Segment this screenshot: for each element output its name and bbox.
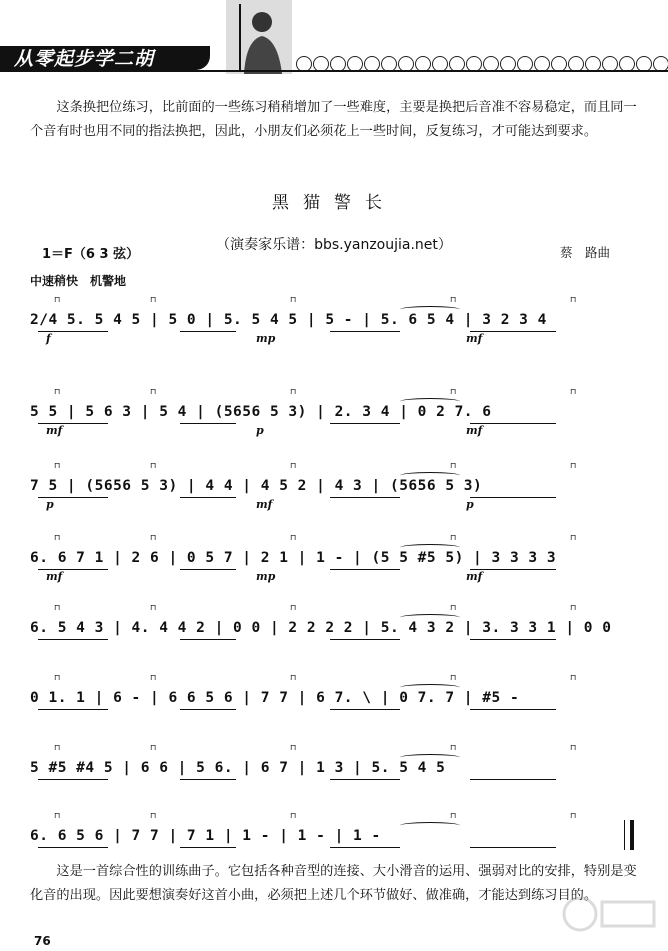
- beam-underline: [330, 779, 400, 780]
- bow-mark: ⊓: [570, 603, 577, 612]
- beam-underline: [38, 639, 108, 640]
- slur-arc: [400, 306, 460, 313]
- beam-underline: [330, 497, 400, 498]
- erhu-player-image: [226, 0, 292, 74]
- bow-mark: ⊓: [450, 673, 457, 682]
- dynamic-marking: mf: [46, 424, 63, 437]
- bow-mark: ⊓: [290, 295, 297, 304]
- dynamic-marking: p: [256, 424, 264, 437]
- dynamic-marking: p: [466, 498, 474, 511]
- beam-underline: [180, 847, 236, 848]
- bow-mark: ⊓: [54, 461, 61, 470]
- score-notes: 6. 6 5 6 | 7 7 | 7 1 | 1 - | 1 - | 1 -: [30, 828, 381, 844]
- beam-underline: [180, 423, 236, 424]
- bow-mark: ⊓: [54, 743, 61, 752]
- score-row: [30, 743, 642, 790]
- header-rule: [0, 70, 668, 72]
- bow-mark: ⊓: [150, 673, 157, 682]
- bow-mark: ⊓: [570, 461, 577, 470]
- slur-arc: [400, 614, 460, 621]
- bow-mark: ⊓: [150, 811, 157, 820]
- beam-underline: [470, 709, 556, 710]
- score-notes: 7 5 | (5656 5 3) | 4 4 | 4 5 2 | 4 3 | (5656 5 3): [30, 478, 483, 494]
- beam-underline: [470, 569, 556, 570]
- bow-mark: ⊓: [450, 533, 457, 542]
- score-row: [30, 533, 642, 583]
- bow-mark: ⊓: [450, 461, 457, 470]
- bow-mark: ⊓: [570, 387, 577, 396]
- dynamic-marking: mp: [256, 570, 276, 583]
- final-barline-thin: [624, 820, 625, 850]
- bow-mark: ⊓: [570, 743, 577, 752]
- score-notes: 5 #5 #4 5 | 6 6 | 5 6. | 6 7 | 1 3 | 5. 5 4 5: [30, 760, 446, 776]
- slur-arc: [400, 822, 460, 829]
- beam-underline: [180, 569, 236, 570]
- beam-underline: [180, 779, 236, 780]
- intro-paragraph: 这条换把位练习，比前面的一些练习稍稍增加了一些难度，主要是换把后音准不容易稳定，而且同一个音有时也用不同的指法换把，因此，小朋友们必须花上一些时间，反复练习，才可能达到要求。: [30, 100, 637, 139]
- key-signature: 1＝F（6 3 弦）: [42, 247, 140, 262]
- song-title: 黑猫警长: [272, 193, 396, 213]
- bow-mark: ⊓: [150, 603, 157, 612]
- slur-arc: [400, 544, 460, 551]
- bow-mark: ⊓: [450, 811, 457, 820]
- bow-mark: ⊓: [54, 295, 61, 304]
- beam-underline: [470, 847, 556, 848]
- bow-mark: ⊓: [570, 673, 577, 682]
- slur-arc: [400, 398, 460, 405]
- score-row: [30, 603, 642, 650]
- final-barline-thick: [630, 820, 634, 850]
- dynamic-marking: f: [46, 332, 51, 345]
- dynamic-marking: mf: [466, 424, 483, 437]
- page-number: 76: [34, 934, 51, 948]
- bow-mark: ⊓: [290, 461, 297, 470]
- bow-mark: ⊓: [570, 533, 577, 542]
- slur-arc: [400, 684, 460, 691]
- bow-mark: ⊓: [450, 603, 457, 612]
- bow-mark: ⊓: [150, 533, 157, 542]
- bow-mark: ⊓: [450, 743, 457, 752]
- score-row: [30, 387, 642, 437]
- book-brand: 从零起步学二胡: [14, 48, 155, 70]
- composer: 蔡 路曲: [560, 245, 611, 260]
- beam-underline: [38, 709, 108, 710]
- beam-underline: [470, 639, 556, 640]
- beam-underline: [470, 423, 556, 424]
- bow-mark: ⊓: [150, 387, 157, 396]
- beam-underline: [180, 639, 236, 640]
- beam-underline: [180, 331, 236, 332]
- score-notes: 0 1. 1 | 6 - | 6 6 5 6 | 7 7 | 6 7. \ | 0 7. 7 | #5 -: [30, 690, 520, 706]
- score-notes: 5 5 | 5 6 3 | 5 4 | (5656 5 3) | 2. 3 4 | 0 2 7. 6: [30, 404, 492, 420]
- slur-arc: [400, 472, 460, 479]
- bow-mark: ⊓: [290, 387, 297, 396]
- score-source: （演奏家乐谱：bbs.yanzoujia.net）: [216, 237, 452, 253]
- watermark-logo: [560, 886, 660, 942]
- bow-mark: ⊓: [54, 811, 61, 820]
- beam-underline: [330, 423, 400, 424]
- score-row: [30, 461, 642, 511]
- bow-mark: ⊓: [570, 811, 577, 820]
- bow-mark: ⊓: [290, 603, 297, 612]
- bow-mark: ⊓: [150, 461, 157, 470]
- dynamic-marking: mp: [256, 332, 276, 345]
- bow-mark: ⊓: [450, 295, 457, 304]
- closing-paragraph: 这是一首综合性的训练曲子。它包括各种音型的连接、大小滑音的运用、强弱对比的安排，特别是变化音的出现。因此要想演奏好这首小曲，必须把上述几个环节做好、做准确，才能达到练习目的。: [30, 864, 637, 903]
- bow-mark: ⊓: [450, 387, 457, 396]
- bow-mark: ⊓: [54, 533, 61, 542]
- beam-underline: [330, 639, 400, 640]
- slur-arc: [400, 754, 460, 761]
- beam-underline: [180, 709, 236, 710]
- beam-underline: [470, 779, 556, 780]
- dynamic-marking: mf: [466, 570, 483, 583]
- bow-mark: ⊓: [290, 673, 297, 682]
- bow-mark: ⊓: [54, 673, 61, 682]
- beam-underline: [38, 847, 108, 848]
- bow-mark: ⊓: [570, 295, 577, 304]
- beam-underline: [470, 331, 556, 332]
- score-row: [30, 811, 642, 858]
- bow-mark: ⊓: [290, 743, 297, 752]
- page-header: [0, 0, 668, 80]
- bow-mark: ⊓: [150, 743, 157, 752]
- dynamic-marking: mf: [46, 570, 63, 583]
- beam-underline: [330, 847, 400, 848]
- bow-mark: ⊓: [290, 533, 297, 542]
- beam-underline: [38, 779, 108, 780]
- beam-underline: [330, 569, 400, 570]
- score-row: [30, 295, 642, 345]
- score-notes: 6. 6 7 1 | 2 6 | 0 5 7 | 2 1 | 1 - | (5 5 #5 5) | 3 3 3 3: [30, 550, 557, 566]
- score-notes: 2/4 5. 5 4 5 | 5 0 | 5. 5 4 5 | 5 - | 5. 6 5 4 | 3 2 3 4: [30, 312, 547, 328]
- bow-mark: ⊓: [290, 811, 297, 820]
- dynamic-marking: mf: [466, 332, 483, 345]
- bow-mark: ⊓: [54, 387, 61, 396]
- beam-underline: [470, 497, 556, 498]
- beam-underline: [330, 331, 400, 332]
- score-row: [30, 673, 642, 720]
- dynamic-marking: p: [46, 498, 54, 511]
- dynamic-marking: mf: [256, 498, 273, 511]
- tempo-marking: 中速稍快 机警地: [30, 274, 127, 288]
- beam-underline: [180, 497, 236, 498]
- bow-mark: ⊓: [150, 295, 157, 304]
- score-notes: 6. 5 4 3 | 4. 4 4 2 | 0 0 | 2 2 2 2 | 5. 4 3 2 | 3. 3 3 1 | 0 0: [30, 620, 612, 636]
- bow-mark: ⊓: [54, 603, 61, 612]
- beam-underline: [330, 709, 400, 710]
